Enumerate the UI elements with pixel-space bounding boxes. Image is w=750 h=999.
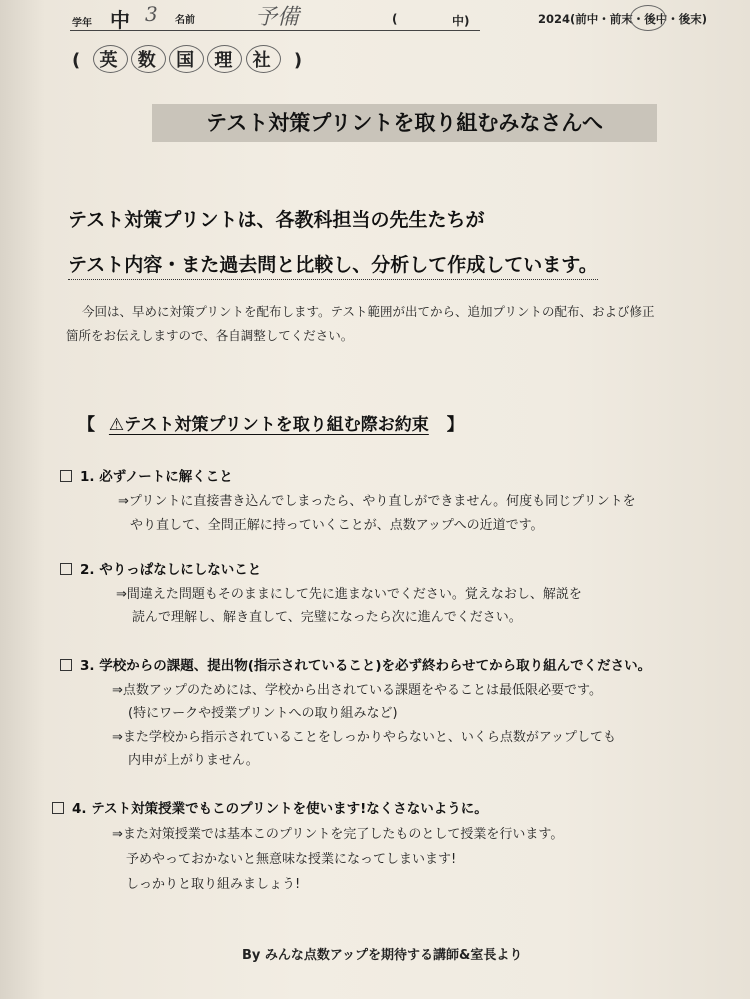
term-label: 2024(前中・前末・後中・後末) bbox=[538, 12, 708, 26]
lead-line-1: テスト対策プリントは、各教科担当の先生たちが bbox=[68, 209, 485, 231]
rule-3-line-3: ⇒また学校から指示されていることをしっかりやらないと、いくら点数がアップしても bbox=[112, 730, 616, 745]
rule-3-heading: 3. 学校からの課題、提出物(指示されていること)を必ず終わらせてから取り組んでください。 bbox=[60, 654, 651, 674]
grade-label: 学年 bbox=[72, 18, 92, 29]
intro-line-1: 今回は、早めに対策プリントを配布します。テスト範囲が出てから、追加プリントの配布、および修正 bbox=[82, 304, 655, 319]
intro-line-2: 箇所をお伝えしますので、各自調整してください。 bbox=[66, 328, 354, 343]
subjects-open: ( bbox=[72, 50, 84, 71]
checkbox-icon bbox=[52, 802, 64, 814]
footer-signature: By みんな点数アップを期待する講師&室長より bbox=[242, 948, 523, 963]
rule-3-line-1: ⇒点数アップのためには、学校から出されている課題をやることは最低限必要です。 bbox=[112, 683, 602, 698]
section-title-close: 】 bbox=[446, 415, 464, 435]
grade-handwriting: 3 bbox=[145, 2, 158, 26]
page-title: テスト対策プリントを取り組むみなさんへ bbox=[152, 104, 657, 142]
subjects-close: ) bbox=[293, 50, 306, 71]
rule-2-line-1: ⇒間違えた問題もそのままにして先に進まないでください。覚えなおし、解説を bbox=[116, 587, 582, 602]
section-title-open: 【 bbox=[78, 415, 95, 435]
name-label: 名前 bbox=[175, 15, 195, 26]
checkbox-icon bbox=[60, 659, 72, 671]
rule-4-line-3: しっかりと取り組みましょう! bbox=[126, 877, 301, 892]
subject-japanese: 国 bbox=[169, 45, 204, 73]
rule-1-line-1: ⇒プリントに直接書き込んでしまったら、やり直しができません。何度も同じプリントを bbox=[118, 494, 636, 509]
lead-line-2: テスト内容・また過去問と比較し、分析して作成しています。 bbox=[68, 250, 598, 280]
section-title-text: ⚠テスト対策プリントを取り組む際お約束 bbox=[108, 415, 429, 435]
subjects-row bbox=[72, 45, 305, 73]
rule-4-line-2: 予めやっておかないと無意味な授業になってしまいます! bbox=[126, 852, 457, 867]
rule-3-line-2: (特にワークや授業プリントへの取り組みなど) bbox=[128, 706, 398, 721]
subject-social: 社 bbox=[246, 45, 281, 73]
subject-science: 理 bbox=[207, 45, 242, 73]
rule-3-line-4: 内申が上がりません。 bbox=[128, 753, 259, 768]
subject-english: 英 bbox=[93, 45, 128, 73]
school-suffix: 中) bbox=[452, 14, 470, 28]
checkbox-icon bbox=[60, 563, 72, 575]
grade-value: 中 bbox=[110, 8, 130, 32]
rule-4-line-1: ⇒また対策授業では基本このプリントを完了したものとして授業を行います。 bbox=[112, 827, 564, 842]
rule-1-heading: 1. 必ずノートに解くこと bbox=[60, 465, 233, 485]
rule-4-heading: 4. テスト対策授業でもこのプリントを使います!なくさないように。 bbox=[52, 797, 488, 817]
school-open: ( bbox=[392, 12, 398, 26]
rule-1-line-2: やり直して、全問正解に持っていくことが、点数アップへの近道です。 bbox=[130, 518, 544, 533]
checkbox-icon bbox=[60, 470, 72, 482]
term-circle bbox=[630, 5, 666, 31]
rule-2-line-2: 読んで理解し、解き直して、完璧になったら次に進んでください。 bbox=[132, 610, 522, 625]
section-title bbox=[78, 410, 464, 435]
rule-2-heading: 2. やりっぱなしにしないこと bbox=[60, 558, 261, 578]
name-handwriting: 予備 bbox=[255, 5, 300, 30]
subject-math: 数 bbox=[131, 45, 166, 73]
